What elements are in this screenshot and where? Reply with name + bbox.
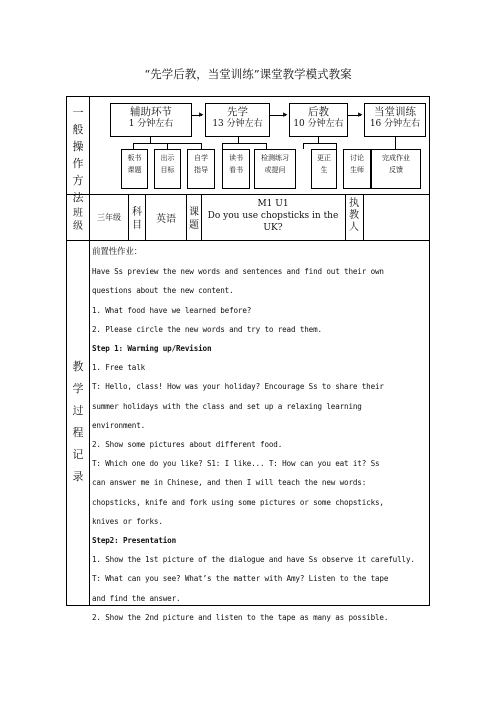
step-box-write-title: 板书 课题 bbox=[121, 149, 148, 189]
record-line: T: Hello, class! How was your holiday? Encourage Ss to share their bbox=[92, 382, 384, 392]
step-box-test-practice: 检测练习 或提问 bbox=[254, 149, 296, 189]
step-box-discuss: 讨论 生师 bbox=[343, 149, 371, 189]
record-line: knives or forks. bbox=[92, 516, 163, 526]
record-line: can answer me in Chinese, and then I will teach the new words: bbox=[92, 478, 367, 488]
record-line: 1. Free talk bbox=[92, 363, 146, 373]
record-line: environment. bbox=[92, 420, 146, 430]
teaching-record bbox=[92, 243, 428, 627]
step-box-homework: 完成作业 反馈 bbox=[371, 149, 421, 189]
record-line: 2. Please circle the new words and try to read them. bbox=[92, 324, 322, 334]
row-divider-1 bbox=[66, 194, 430, 195]
record-heading: Step2: Presentation bbox=[92, 536, 177, 546]
phase-box-training: 当堂训练 16 分钟左右 bbox=[364, 103, 426, 137]
arrow-right-icon: ▸ bbox=[283, 110, 288, 120]
subject-value: 英语 bbox=[156, 214, 176, 225]
step-box-show-goals: 出示 目标 bbox=[154, 149, 181, 189]
record-line: 2. Show the 2nd picture and listen to the tape as many as possible. bbox=[92, 612, 389, 622]
column-divider-left bbox=[89, 96, 90, 606]
record-line: T: What can you see? What’s the matter with Amy? Listen to the tape bbox=[92, 574, 389, 584]
tree-connector bbox=[395, 137, 396, 149]
document-title: “先学后教，当堂训练”课堂教学模式教案 bbox=[144, 67, 352, 81]
phase-box-self-study: 先学 13 分钟左右 bbox=[205, 103, 270, 137]
subject-label: 科目 bbox=[132, 207, 142, 231]
record-line: chopsticks, knife and fork using some pictures or some chopsticks, bbox=[92, 497, 384, 507]
class-label: 班级 bbox=[73, 208, 83, 232]
tree-connector bbox=[222, 143, 267, 144]
arrow-right-icon: ▸ bbox=[358, 110, 363, 120]
teacher-label: 执教人 bbox=[349, 198, 359, 233]
column-divider-teacher-value bbox=[363, 194, 364, 240]
record-line: and find the answer. bbox=[92, 593, 181, 603]
row-divider-2 bbox=[66, 240, 430, 241]
record-line: 1. What food have we learned before? bbox=[92, 305, 252, 315]
record-heading: Step 1: Warming up/Revision bbox=[92, 344, 212, 354]
record-line: T: Which one do you like? S1: I like... T: How can you eat it? Ss bbox=[92, 459, 380, 469]
record-line: summer holidays with the class and set up a relaxing learning bbox=[92, 401, 362, 411]
tree-connector bbox=[303, 143, 337, 144]
column-divider-teacher bbox=[345, 194, 346, 240]
record-line: 2. Show some pictures about different food. bbox=[92, 440, 283, 450]
section-method-label: 一般操作方法 bbox=[72, 106, 84, 204]
record-line: 1. Show the 1st picture of the dialogue and have Ss observe it carefully. bbox=[92, 555, 415, 565]
topic-label: 课题 bbox=[189, 207, 199, 231]
record-line: 前置性作业： bbox=[92, 247, 143, 257]
step-box-study-guide: 自学 指导 bbox=[187, 149, 215, 189]
step-box-read-book: 读书 看书 bbox=[222, 149, 250, 189]
phase-box-auxiliary: 辅助环节 1 分钟左右 bbox=[110, 103, 192, 137]
record-line: questions about the new content. bbox=[92, 286, 234, 296]
class-value: 三年级 bbox=[97, 213, 121, 222]
arrow-right-icon: ▸ bbox=[199, 110, 204, 120]
section-record-label: 教学过程记录 bbox=[72, 360, 84, 483]
lesson-topic: M1 U1 Do you use chopsticks in the UK? bbox=[207, 199, 339, 233]
tree-connector bbox=[303, 143, 304, 149]
phase-box-teaching: 后教 10 分钟左右 bbox=[289, 103, 348, 137]
step-box-correct: 更正 生 bbox=[311, 149, 337, 189]
record-line: Have Ss preview the new words and sentences and find out their own bbox=[92, 267, 384, 277]
